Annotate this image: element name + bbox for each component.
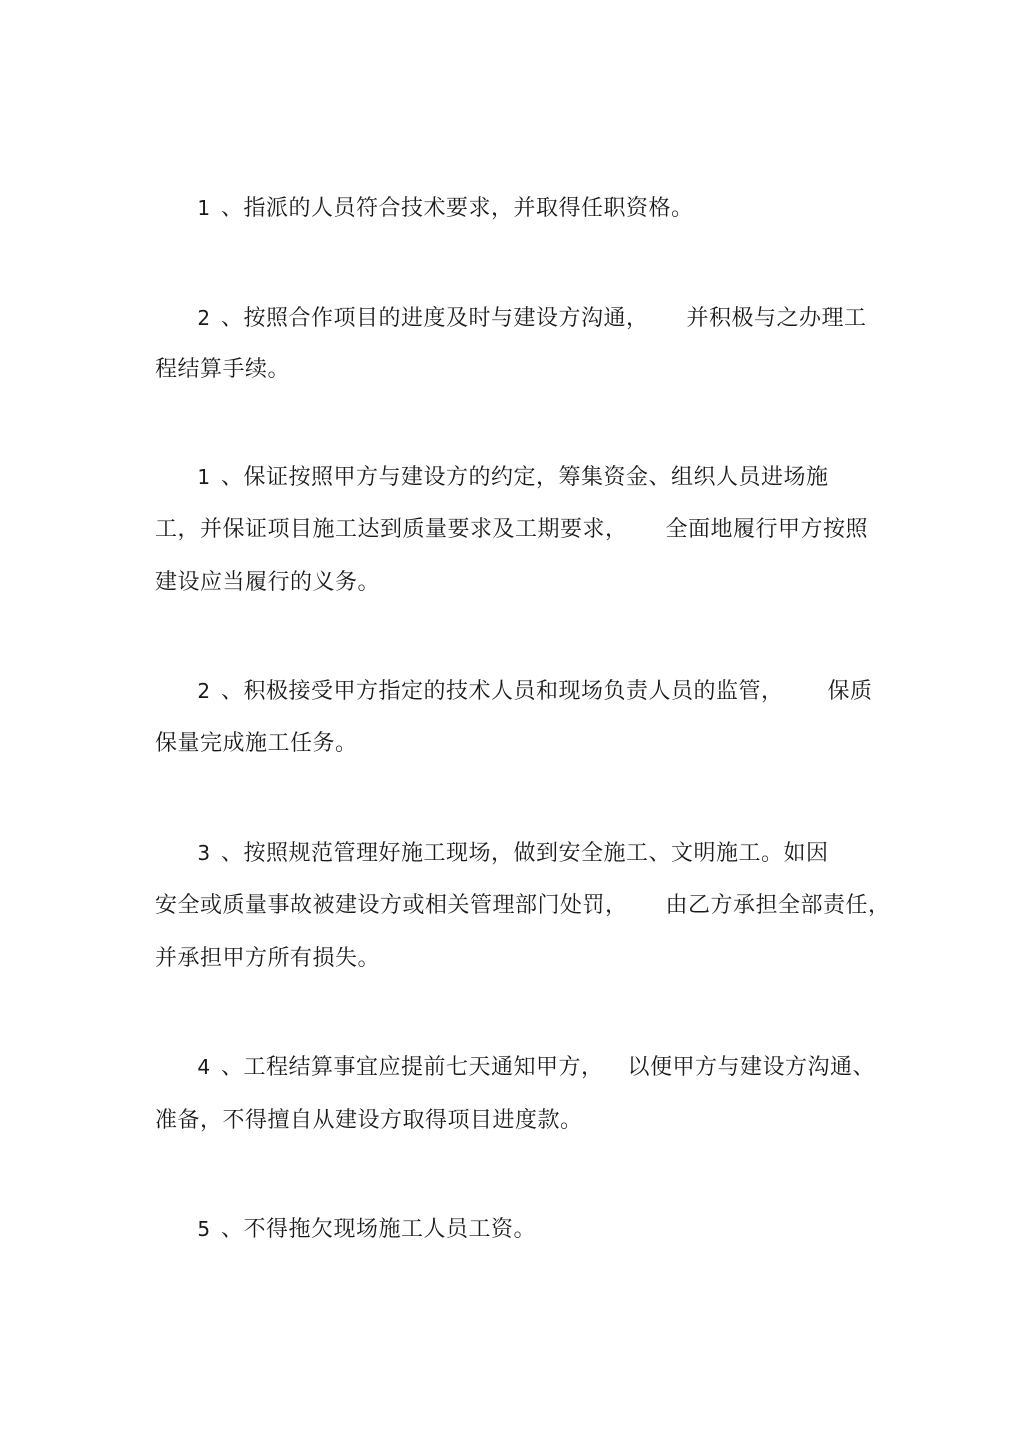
paragraph-text: 程结算手续。 bbox=[155, 357, 291, 382]
paragraph-3-line-1 bbox=[155, 462, 907, 493]
paragraph-5-line-1 bbox=[155, 838, 907, 869]
paragraph-number: 5 bbox=[197, 1217, 211, 1241]
paragraph-6-line-2 bbox=[155, 1106, 875, 1136]
paragraph-text: 工，并保证项目施工达到质量要求及工期要求， bbox=[155, 517, 628, 542]
paragraph-3-line-2 bbox=[155, 515, 875, 545]
paragraph-4-line-2 bbox=[155, 729, 875, 759]
paragraph-text: 准备，不得擅自从建设方取得项目进度款。 bbox=[155, 1108, 583, 1133]
paragraph-text: 并积极与之办理工 bbox=[686, 306, 867, 331]
paragraph-number: 1 bbox=[197, 465, 211, 489]
paragraph-number: 2 bbox=[197, 679, 211, 703]
paragraph-6-line-1 bbox=[155, 1052, 907, 1083]
paragraph-number: 2 bbox=[197, 306, 211, 330]
paragraph-text: 、按照合作项目的进度及时与建设方沟通， bbox=[221, 306, 649, 331]
paragraph-text: 、不得拖欠现场施工人员工资。 bbox=[221, 1217, 537, 1242]
paragraph-number: 4 bbox=[197, 1055, 211, 1079]
paragraph-number: 3 bbox=[197, 841, 211, 865]
paragraph-text: 、指派的人员符合技术要求，并取得任职资格。 bbox=[221, 196, 694, 221]
paragraph-text: 由乙方承担全部责任， bbox=[665, 893, 891, 918]
paragraph-text: 、保证按照甲方与建设方的约定，筹集资金、组织人员进场施 bbox=[221, 465, 829, 490]
paragraph-2-line-1 bbox=[155, 303, 907, 334]
paragraph-2-line-2 bbox=[155, 355, 875, 385]
paragraph-1-line-1 bbox=[155, 193, 907, 224]
paragraph-text: 并承担甲方所有损失。 bbox=[155, 946, 381, 971]
paragraph-5-line-2 bbox=[155, 891, 891, 921]
paragraph-text: 保质 bbox=[827, 679, 873, 704]
paragraph-text: 保量完成施工任务。 bbox=[155, 731, 358, 756]
paragraph-text: 安全或质量事故被建设方或相关管理部门处罚， bbox=[155, 893, 628, 918]
paragraph-text: 、工程结算事宜应提前七天通知甲方， bbox=[221, 1055, 604, 1080]
paragraph-3-line-3 bbox=[155, 568, 875, 598]
paragraph-5-line-3 bbox=[155, 944, 875, 974]
paragraph-text: 、积极接受甲方指定的技术人员和现场负责人员的监管， bbox=[221, 679, 784, 704]
paragraph-4-line-1 bbox=[155, 676, 907, 707]
paragraph-7-line-1 bbox=[155, 1214, 907, 1245]
paragraph-text: 、按照规范管理好施工现场，做到安全施工、文明施工。如因 bbox=[221, 841, 829, 866]
paragraph-number: 1 bbox=[197, 196, 211, 220]
paragraph-text: 建设应当履行的义务。 bbox=[155, 570, 381, 595]
paragraph-text: 全面地履行甲方按照 bbox=[665, 517, 869, 542]
paragraph-text: 以便甲方与建设方沟通、 bbox=[627, 1055, 876, 1080]
